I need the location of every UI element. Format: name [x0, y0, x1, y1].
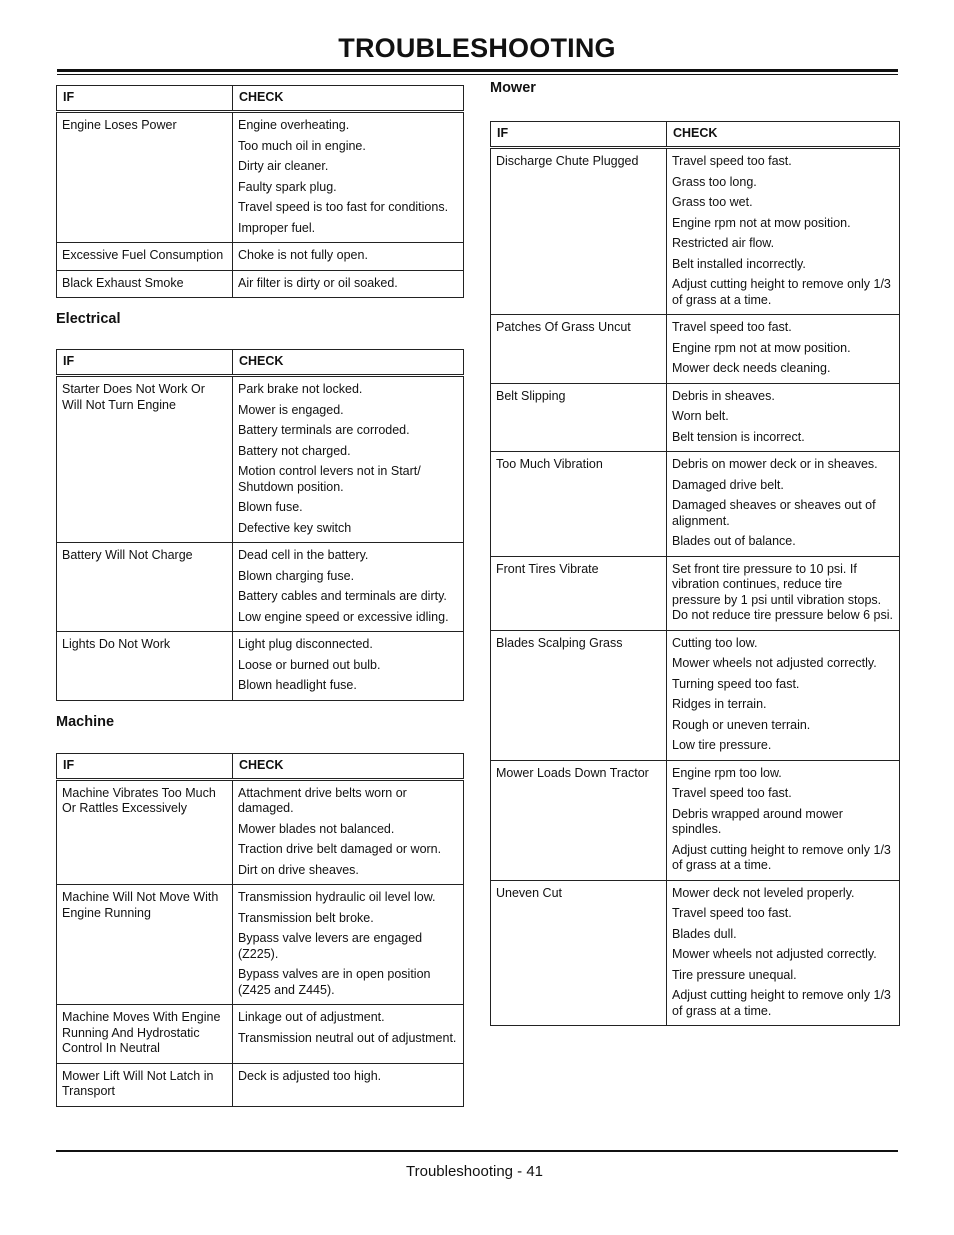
check-cell — [667, 315, 900, 384]
check-item: Engine overheating. — [238, 118, 350, 132]
check-item: Travel speed too fast. — [672, 154, 792, 168]
table-row — [57, 1005, 464, 1064]
check-item: Mower is engaged. — [238, 402, 344, 417]
check-item: Travel speed too fast. — [672, 320, 792, 334]
symptom-cell: Front Tires Vibrate — [491, 556, 667, 630]
check-item: Damaged sheaves or sheaves out of alignment. — [672, 498, 876, 528]
symptom-cell: Excessive Fuel Consumption — [57, 243, 233, 271]
table-row — [57, 779, 464, 885]
table-row — [57, 270, 464, 298]
check-cell — [233, 112, 464, 243]
table-row — [57, 243, 464, 271]
check-item: Mower deck not leveled properly. — [672, 885, 855, 900]
check-item: Light plug disconnected. — [238, 637, 373, 651]
check-item: Dirt on drive sheaves. — [238, 862, 359, 877]
column-header-check: CHECK — [233, 350, 464, 376]
section-title-electrical: Electrical — [56, 311, 121, 327]
check-cell — [667, 383, 900, 452]
section-title-machine: Machine — [56, 713, 115, 730]
check-cell — [233, 243, 464, 271]
check-item: Grass too long. — [672, 174, 757, 189]
check-item: Engine rpm too low. — [672, 765, 782, 780]
check-item: Traction drive belt damaged or worn. — [238, 842, 442, 856]
table-header-row — [57, 753, 464, 779]
check-cell — [667, 452, 900, 557]
symptom-cell: Mower Loads Down Tractor — [491, 760, 667, 880]
check-item: Engine rpm not at mow position. — [672, 340, 851, 355]
check-item: Adjust cutting height to remove only 1/3 of grass at a time. — [672, 842, 891, 872]
electrical-table — [56, 349, 464, 701]
check-cell — [233, 885, 464, 1005]
check-item: Engine rpm not at mow position. — [672, 215, 851, 230]
check-item: Debris on mower deck or in sheaves. — [672, 457, 878, 471]
check-item: Bypass valve levers are engaged (Z225). — [238, 931, 423, 961]
check-cell — [667, 880, 900, 1026]
check-item: Debris in sheaves. — [672, 388, 775, 403]
symptom-cell: Machine Will Not Move With Engine Running — [57, 885, 233, 1005]
symptom-cell: Too Much Vibration — [491, 452, 667, 557]
check-item: Low engine speed or excessive idling. — [238, 609, 449, 624]
check-item: Mower wheels not adjusted correctly. — [672, 656, 877, 670]
section-title-mower: Mower — [490, 80, 536, 96]
check-item: Mower blades not balanced. — [238, 821, 395, 836]
check-item: Adjust cutting height to remove only 1/3 of grass at a time. — [672, 277, 891, 307]
check-item: Travel speed is too fast for conditions. — [238, 200, 449, 214]
table-row — [491, 383, 900, 452]
check-item: Blown charging fuse. — [238, 568, 355, 583]
right-column — [490, 80, 900, 1026]
page-footer: Troubleshooting - 41 — [406, 1163, 544, 1180]
check-cell — [667, 556, 900, 630]
table-row — [491, 556, 900, 630]
table-row — [57, 112, 464, 243]
symptom-cell: Machine Moves With Engine Running And Hydrostatic Control In Neutral — [57, 1005, 233, 1064]
symptom-cell: Battery Will Not Charge — [57, 543, 233, 632]
check-cell — [233, 270, 464, 298]
table-header-row — [57, 86, 464, 112]
check-item: Mower deck needs cleaning. — [672, 361, 831, 375]
table-row — [57, 632, 464, 701]
table-header-row — [491, 122, 900, 148]
table-row — [491, 148, 900, 315]
title-rule — [57, 69, 898, 72]
check-item: Air filter is dirty or oil soaked. — [238, 275, 398, 290]
check-item: Defective key switch — [238, 520, 352, 535]
symptom-cell: Black Exhaust Smoke — [57, 270, 233, 298]
check-item: Battery cables and terminals are dirty. — [238, 589, 447, 603]
footer-rule — [56, 1150, 898, 1152]
check-item: Damaged drive belt. — [672, 477, 784, 492]
symptom-cell: Belt Slipping — [491, 383, 667, 452]
check-cell — [233, 1063, 464, 1106]
check-item: Dead cell in the battery. — [238, 548, 369, 562]
column-header-check: CHECK — [233, 753, 464, 779]
check-cell — [667, 760, 900, 880]
table-row — [57, 543, 464, 632]
check-item: Low tire pressure. — [672, 738, 772, 752]
check-item: Worn belt. — [672, 409, 729, 423]
mower-table — [490, 121, 900, 1026]
table-row — [491, 315, 900, 384]
check-item: Dirty air cleaner. — [238, 159, 329, 173]
check-item: Transmission hydraulic oil level low. — [238, 890, 436, 904]
check-cell — [233, 779, 464, 885]
symptom-cell: Patches Of Grass Uncut — [491, 315, 667, 384]
check-item: Linkage out of adjustment. — [238, 1010, 385, 1024]
column-header-if: IF — [57, 350, 233, 376]
check-item: Turning speed too fast. — [672, 676, 800, 691]
check-item: Belt tension is incorrect. — [672, 429, 805, 444]
check-item: Grass too wet. — [672, 195, 753, 209]
table-row — [57, 1063, 464, 1106]
column-header-check: CHECK — [667, 122, 900, 148]
symptom-cell: Discharge Chute Plugged — [491, 148, 667, 315]
check-item: Bypass valves are in open position (Z425 and Z445). — [238, 967, 431, 997]
page-title: TROUBLESHOOTING — [338, 33, 616, 63]
check-item: Improper fuel. — [238, 220, 316, 235]
table-row — [491, 880, 900, 1026]
check-item: Blown fuse. — [238, 500, 303, 514]
check-item: Battery terminals are corroded. — [238, 423, 410, 437]
check-item: Motion control levers not in Start/ Shutdown position. — [238, 464, 421, 494]
check-item: Set front tire pressure to 10 psi. If vibration continues, reduce tire pressure by 1 psi until vibration stops. Do not reduce tire pressure below 6 psi. — [672, 561, 893, 622]
check-item: Faulty spark plug. — [238, 179, 337, 194]
symptom-cell: Mower Lift Will Not Latch in Transport — [57, 1063, 233, 1106]
check-item: Attachment drive belts worn or damaged. — [238, 785, 407, 815]
symptom-cell: Uneven Cut — [491, 880, 667, 1026]
check-item: Travel speed too fast. — [672, 906, 792, 920]
check-item: Mower wheels not adjusted correctly. — [672, 947, 877, 961]
check-item: Restricted air flow. — [672, 236, 775, 250]
check-item: Deck is adjusted too high. — [238, 1068, 382, 1083]
check-item: Adjust cutting height to remove only 1/3 of grass at a time. — [672, 988, 891, 1018]
check-item: Battery not charged. — [238, 443, 351, 458]
check-cell — [233, 543, 464, 632]
check-item: Cutting too low. — [672, 635, 758, 650]
table-row — [491, 452, 900, 557]
check-item: Too much oil in engine. — [238, 138, 366, 153]
column-header-if: IF — [57, 86, 233, 112]
check-item: Debris wrapped around mower spindles. — [672, 806, 843, 836]
check-item: Transmission neutral out of adjustment. — [238, 1030, 457, 1045]
table-row — [57, 885, 464, 1005]
check-item: Blown headlight fuse. — [238, 678, 357, 692]
table-header-row — [57, 350, 464, 376]
check-item: Ridges in terrain. — [672, 697, 767, 711]
column-header-if: IF — [491, 122, 667, 148]
symptom-cell: Lights Do Not Work — [57, 632, 233, 701]
machine-table — [56, 753, 464, 1107]
check-cell — [233, 376, 464, 543]
table-row — [491, 630, 900, 760]
table-row — [57, 376, 464, 543]
title-rule-thin — [57, 74, 898, 75]
engine-table — [56, 85, 464, 298]
check-item: Tire pressure unequal. — [672, 967, 797, 982]
check-item: Belt installed incorrectly. — [672, 256, 806, 271]
symptom-cell: Engine Loses Power — [57, 112, 233, 243]
check-item: Blades out of balance. — [672, 534, 796, 548]
symptom-cell: Machine Vibrates Too Much Or Rattles Excessively — [57, 779, 233, 885]
check-item: Park brake not locked. — [238, 382, 363, 396]
check-item: Travel speed too fast. — [672, 786, 792, 800]
symptom-cell: Blades Scalping Grass — [491, 630, 667, 760]
check-item: Choke is not fully open. — [238, 248, 368, 262]
check-item: Rough or uneven terrain. — [672, 717, 811, 732]
column-header-check: CHECK — [233, 86, 464, 112]
table-row — [491, 760, 900, 880]
check-item: Blades dull. — [672, 926, 737, 941]
check-item: Loose or burned out bulb. — [238, 657, 381, 672]
symptom-cell: Starter Does Not Work Or Will Not Turn Engine — [57, 376, 233, 543]
column-header-if: IF — [57, 753, 233, 779]
check-cell — [233, 632, 464, 701]
check-cell — [667, 630, 900, 760]
check-item: Transmission belt broke. — [238, 910, 374, 925]
check-cell — [233, 1005, 464, 1064]
left-column — [56, 85, 464, 1107]
check-cell — [667, 148, 900, 315]
